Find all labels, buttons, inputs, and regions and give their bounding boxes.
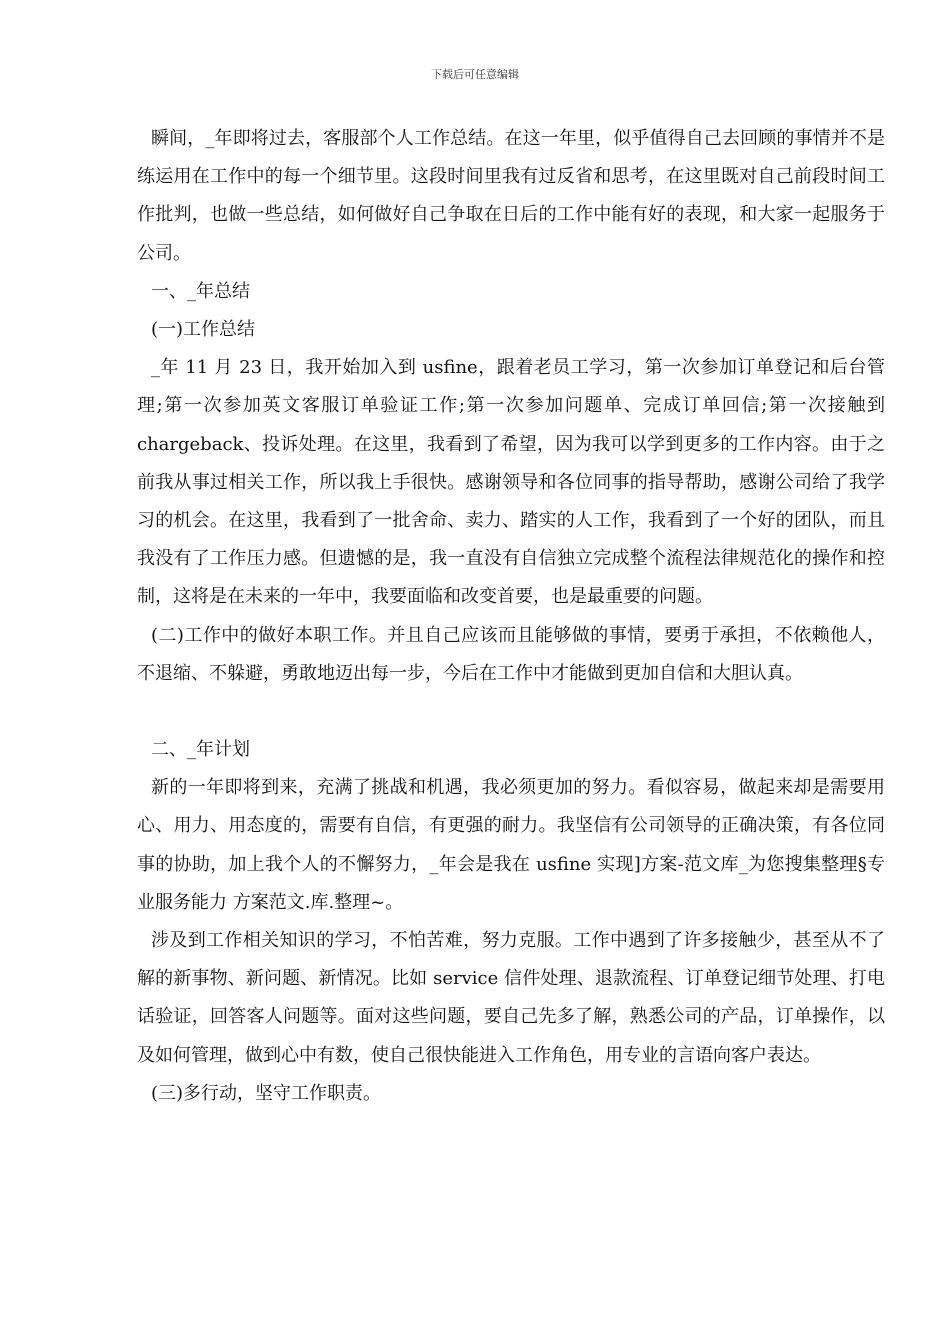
paragraph-learning: 涉及到工作相关知识的学习，不怕苦难，努力克服。工作中遇到了许多接触少，甚至从不了解的新事物、新问题、新情况。比如 service 信件处理、退款流程、订单登记细节处理、打电话验证，回答客人问题等。面对这些问题，要自己先多了解，熟悉公司的产品，订单操作，以及如何管理，做到心中有数，使自己很快能进入工作角色，用专业的言语向客户表达。	[137, 930, 885, 1066]
blank-line	[137, 693, 885, 731]
paragraph-intro: 瞬间，_年即将过去，客服部个人工作总结。在这一年里，似乎值得自己去回顾的事情并不是练运用在工作中的每一个细节里。这段时间里我有过反省和思考，在这里既对自己前段时间工作批判，也做一些总结，如何做好自己争取在日后的工作中能有好的表现，和大家一起服务于公司。	[137, 128, 885, 264]
document-body	[137, 120, 885, 1113]
page-header: 下载后可任意编辑	[431, 68, 519, 81]
section-heading-plan: 二、_年计划	[151, 739, 250, 761]
section-heading-summary: 一、_年总结	[151, 280, 250, 302]
paragraph-work-summary: _年 11 月 23 日，我开始加入到 usfine，跟着老员工学习，第一次参加订单登记和后台管理;第一次参加英文客服订单验证工作;第一次参加问题单、完成订单回信;第一次接触到 chargeback、投诉处理。在这里，我看到了希望，因为我可以学到更多的工作内容。由于之前我从事过相关工作，所以我上手很快。感谢领导和各位同事的指导帮助，感谢公司给了我学习的机会。在这里，我看到了一批舍命、卖力、踏实的人工作，我看到了一个好的团队，而且我没有了工作压力感。但遗憾的是，我一直没有自信独立完成整个流程法律规范化的操作和控制，这将是在未来的一年中，我要面临和改变首要，也是最重要的问题。	[137, 357, 885, 608]
subheading-work-summary: (一)工作总结	[151, 319, 256, 341]
paragraph-plan: 新的一年即将到来，充满了挑战和机遇，我必须更加的努力。看似容易，做起来却是需要用心、用力、用态度的，需要有自信，有更强的耐力。我坚信有公司领导的正确决策，有各位同事的协助，加上我个人的不懈努力，_年会是我在 usfine 实现]方案-范文库_为您搜集整理§专业服务能力 方案范文.库.整理~。	[137, 777, 885, 913]
paragraph-duties: (二)工作中的做好本职工作。并且自己应该而且能够做的事情，要勇于承担，不依赖他人，不退缩、不躲避，勇敢地迈出每一步，今后在工作中才能做到更加自信和大胆认真。	[137, 624, 885, 684]
subheading-action: (三)多行动，坚守工作职责。	[151, 1082, 382, 1104]
